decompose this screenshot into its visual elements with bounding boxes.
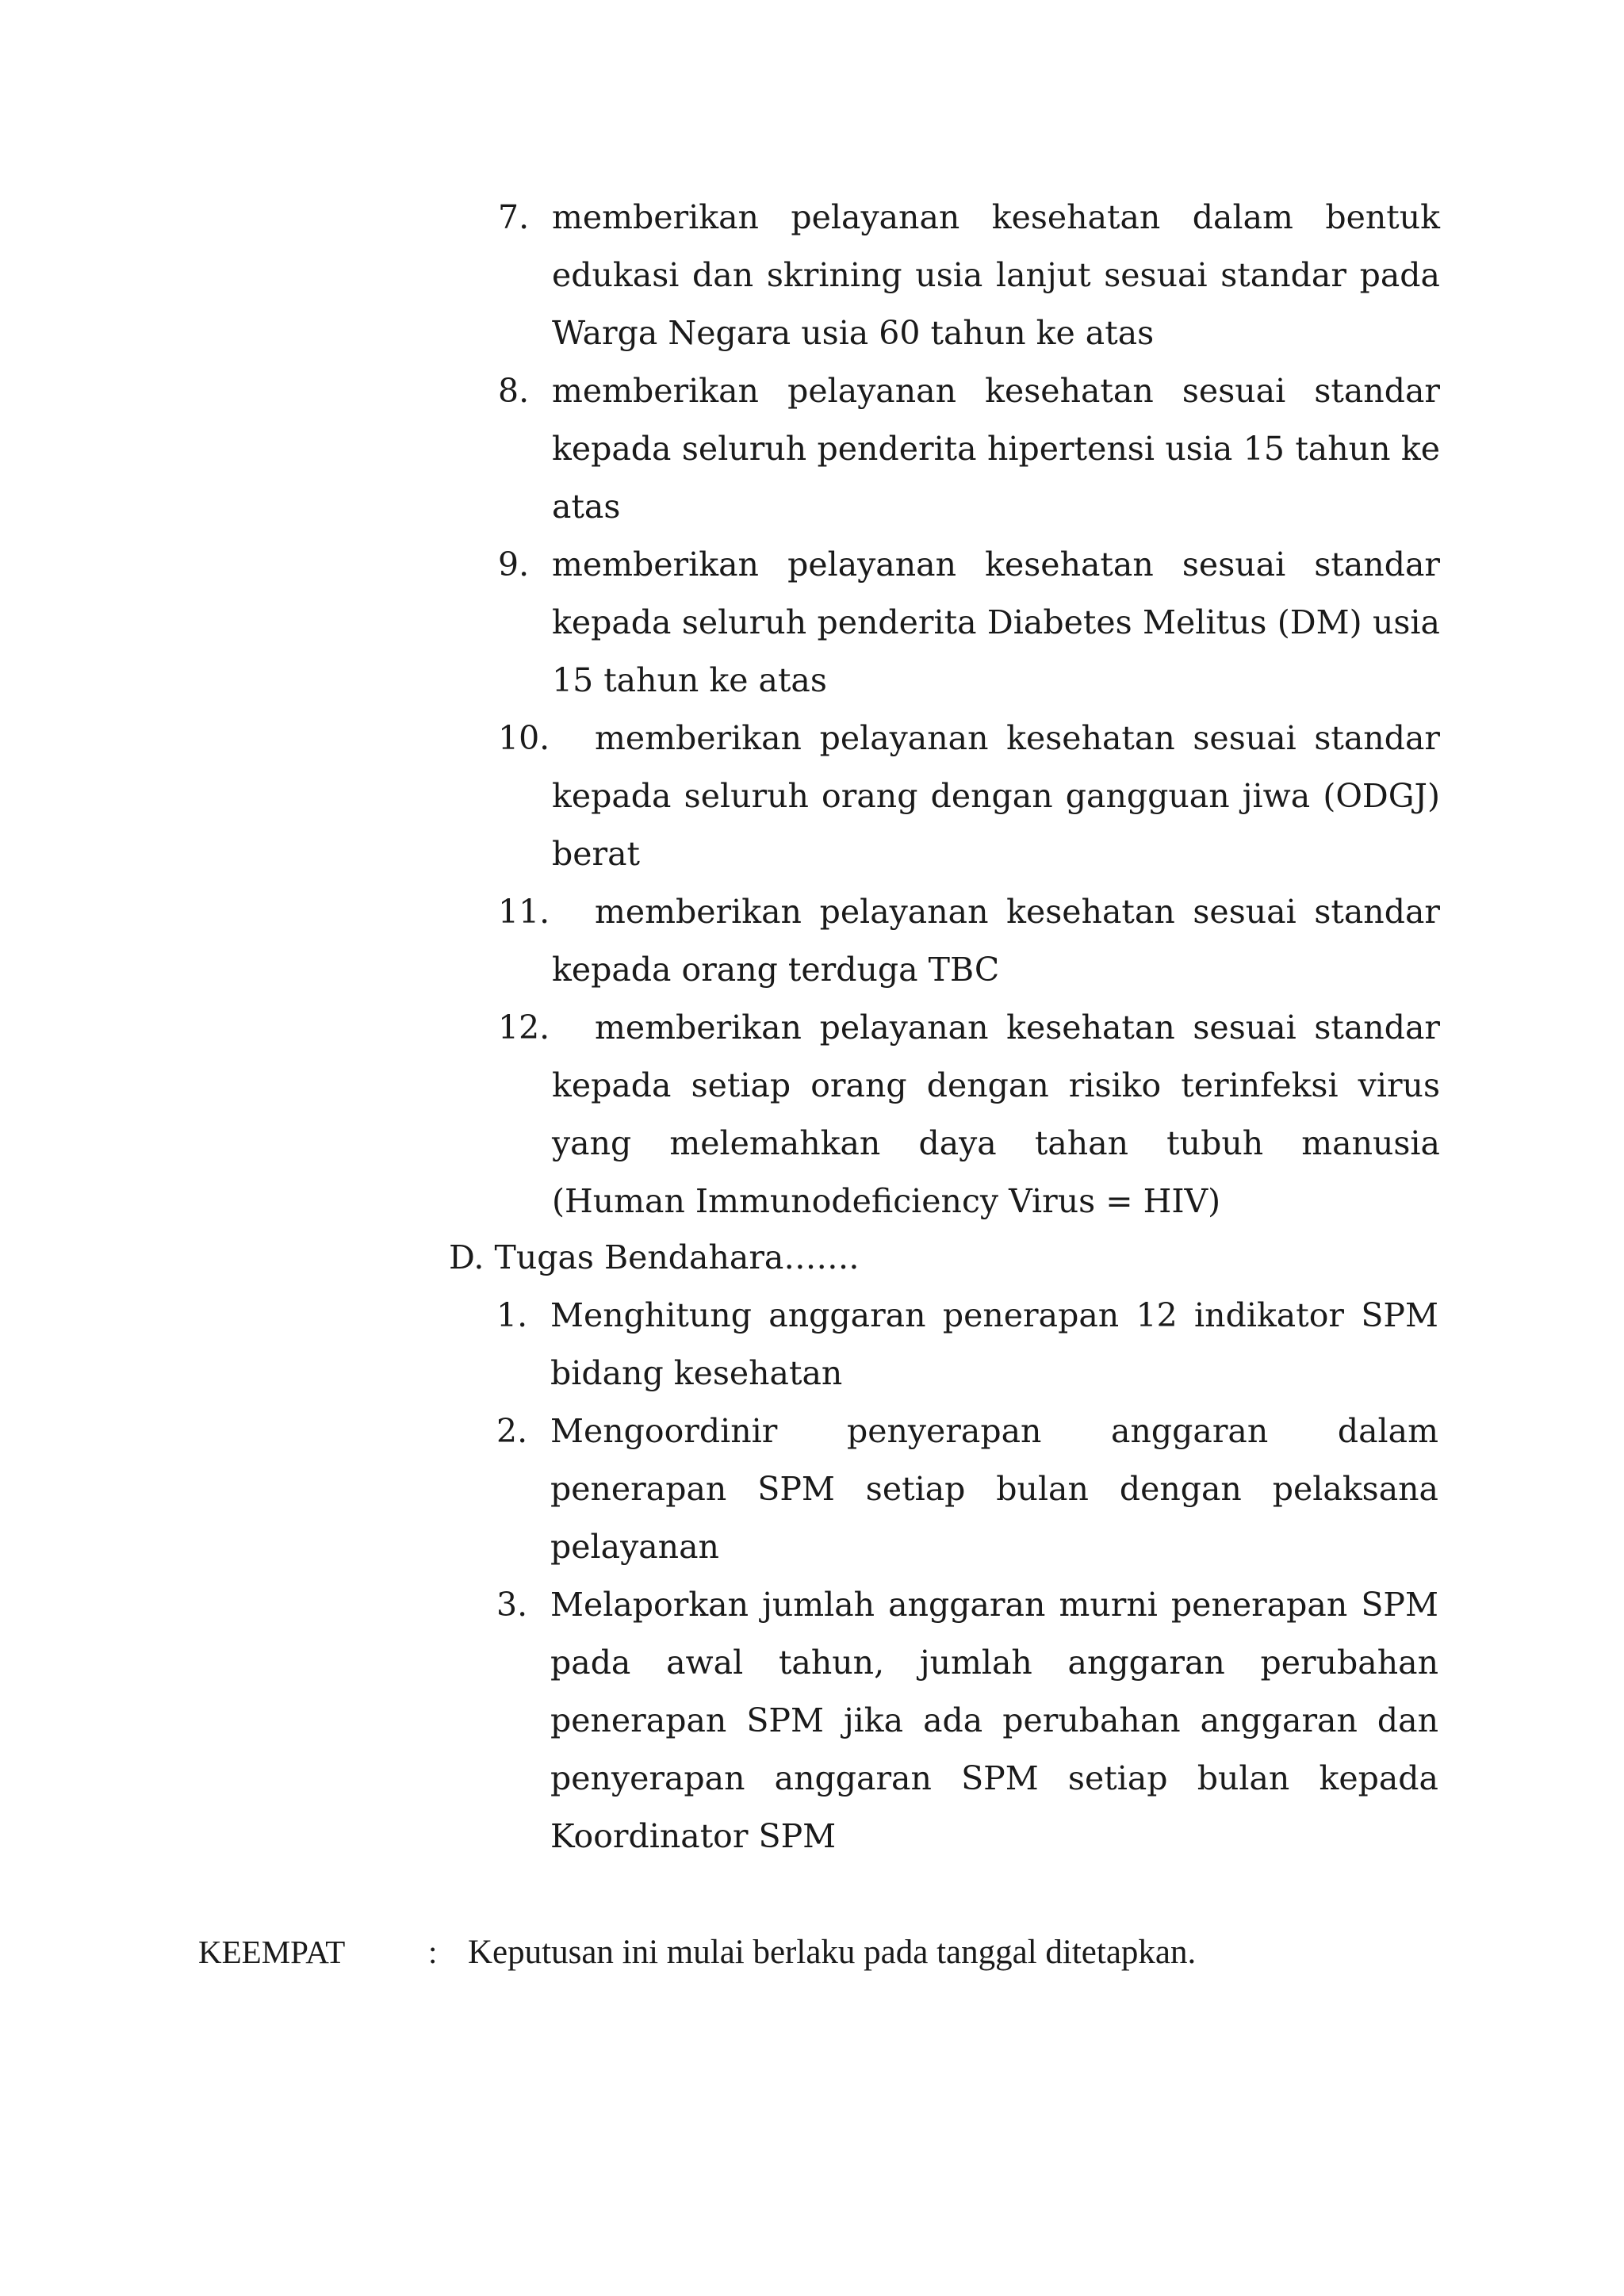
item-text: memberikan pelayanan kesehatan sesuai standar kepada seluruh penderita Diabetes Melitus (DM) usia 15 tahun ke atas — [552, 545, 1440, 699]
list-item — [496, 1402, 1438, 1576]
list-item — [496, 1576, 1438, 1866]
list-item — [498, 362, 1440, 536]
item-text: memberikan pelayanan kesehatan sesuai standar kepada orang terduga TBC — [552, 893, 1440, 989]
list-item: 12. memberikan pelayanan kesehatan sesuai standar kepada setiap orang dengan risiko terinfeksi virus yang melemahkan daya tahan tubuh manusia (Human Immunodeficiency Virus = HIV) — [498, 999, 1440, 1230]
item-text: memberikan pelayanan kesehatan sesuai standar kepada seluruh penderita hipertensi usia 15 tahun ke atas — [552, 372, 1440, 526]
list-item: 11. memberikan pelayanan kesehatan sesuai standar kepada orang terduga TBC — [498, 883, 1440, 999]
item-number: 2. — [496, 1412, 528, 1450]
item-number: 3. — [496, 1586, 528, 1624]
item-number: 8. — [498, 372, 530, 410]
list-item — [498, 189, 1440, 362]
section-d — [449, 1229, 1440, 1866]
item-text: Menghitung anggaran penerapan 12 indikator SPM bidang kesehatan — [550, 1296, 1438, 1392]
list-item — [496, 1287, 1438, 1402]
clause-colon: : — [428, 1934, 438, 1970]
item-number: 9. — [498, 545, 530, 584]
keempat-clause — [198, 1923, 1440, 1981]
item-text: Mengoordinir penyerapan anggaran dalam penerapan SPM setiap bulan dengan pelaksana pelayanan — [550, 1412, 1438, 1566]
item-number: 7. — [498, 198, 530, 236]
list-item: 10. memberikan pelayanan kesehatan sesuai standar kepada seluruh orang dengan gangguan jiwa (ODGJ) berat — [498, 710, 1440, 883]
item-text: memberikan pelayanan kesehatan dalam bentuk edukasi dan skrining usia lanjut sesuai standar pada Warga Negara usia 60 tahun ke atas — [552, 198, 1440, 352]
item-text: Melaporkan jumlah anggaran murni penerapan SPM pada awal tahun, jumlah anggaran perubahan penerapan SPM jika ada perubahan anggaran dan penyerapan anggaran SPM setiap bulan kepada Koordinator SPM — [550, 1586, 1438, 1855]
item-number: 1. — [496, 1296, 528, 1334]
section-d-title: D. Tugas Bendahara……. — [449, 1238, 860, 1276]
section-c-list — [498, 189, 1440, 1230]
list-item — [498, 536, 1440, 710]
item-text: memberikan pelayanan kesehatan sesuai standar kepada seluruh orang dengan gangguan jiwa (ODGJ) berat — [552, 719, 1440, 873]
clause-text: Keputusan ini mulai berlaku pada tanggal ditetapkan. — [468, 1934, 1197, 1971]
item-text: memberikan pelayanan kesehatan sesuai standar kepada setiap orang dengan risiko terinfeksi virus yang melemahkan daya tahan tubuh manusia (Human Immunodeficiency Virus = HIV) — [552, 1008, 1440, 1220]
clause-label: KEEMPAT — [198, 1934, 346, 1970]
section-d-list — [496, 1287, 1438, 1866]
